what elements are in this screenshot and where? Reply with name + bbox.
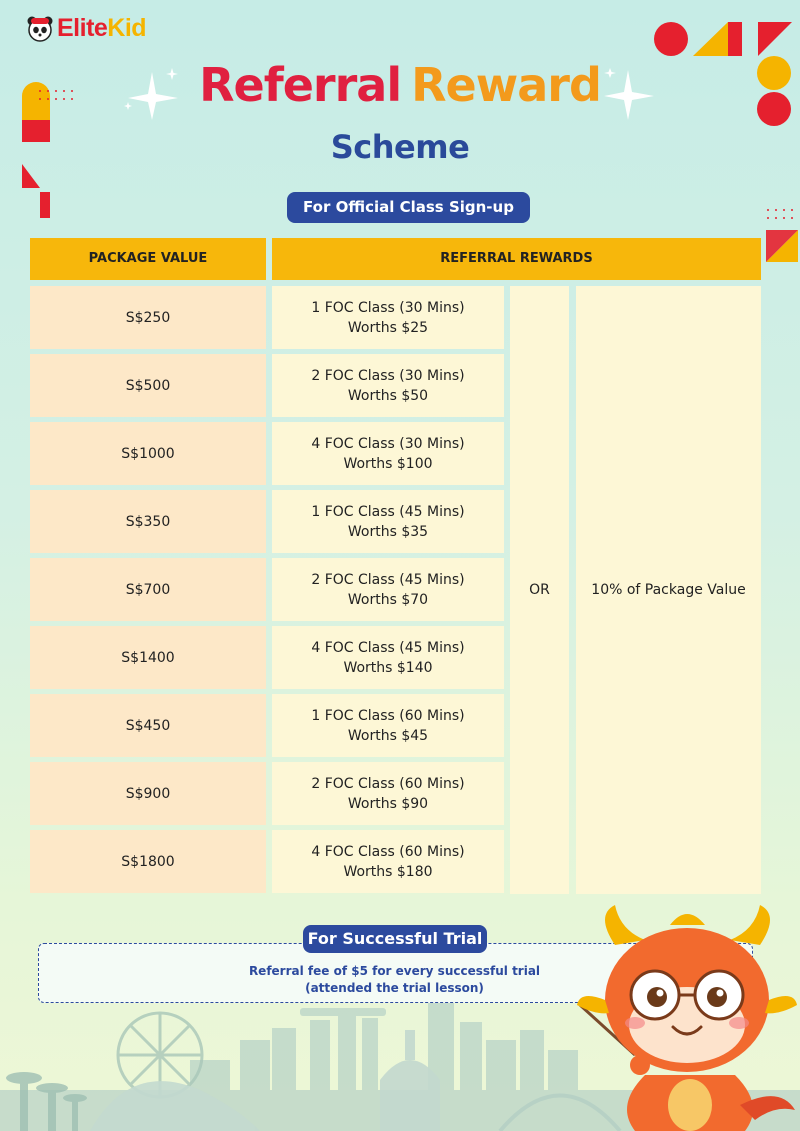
- reward-cell: 1 FOC Class (60 Mins) Worths $45: [272, 694, 504, 757]
- package-value-cell: S$350: [30, 490, 266, 553]
- reward-cell: 2 FOC Class (30 Mins) Worths $50: [272, 354, 504, 417]
- reward-cell: 1 FOC Class (30 Mins) Worths $25: [272, 286, 504, 349]
- package-value-cell: S$1800: [30, 830, 266, 893]
- header-referral-rewards: REFERRAL REWARDS: [272, 238, 761, 280]
- brand-name: EliteKid: [57, 14, 147, 42]
- panda-logo-icon: [26, 15, 54, 43]
- reward-cell: 2 FOC Class (60 Mins) Worths $90: [272, 762, 504, 825]
- geometric-decoration-right: [764, 206, 800, 262]
- brand-logo: [26, 14, 146, 43]
- reward-cell: 4 FOC Class (45 Mins) Worths $140: [272, 626, 504, 689]
- package-value-cell: S$900: [30, 762, 266, 825]
- package-value-cell: S$1000: [30, 422, 266, 485]
- package-value-cell: S$500: [30, 354, 266, 417]
- package-value-cell: S$450: [30, 694, 266, 757]
- section-label-trial: For Successful Trial: [303, 925, 487, 953]
- page-title: Referral Reward: [199, 58, 601, 112]
- reward-cell: 4 FOC Class (60 Mins) Worths $180: [272, 830, 504, 893]
- header-package-value: PACKAGE VALUE: [30, 238, 266, 280]
- package-value-cell: S$700: [30, 558, 266, 621]
- alternative-reward-cell: 10% of Package Value: [576, 286, 761, 894]
- trial-line-2: (attended the trial lesson): [305, 981, 484, 995]
- section-label-official: For Official Class Sign-up: [287, 192, 530, 223]
- trial-line-1: Referral fee of $5 for every successful trial: [248, 964, 541, 978]
- or-cell: OR: [510, 286, 569, 894]
- package-value-cell: S$1400: [30, 626, 266, 689]
- reward-cell: 1 FOC Class (45 Mins) Worths $35: [272, 490, 504, 553]
- reward-cell: 2 FOC Class (45 Mins) Worths $70: [272, 558, 504, 621]
- page-subtitle: Scheme: [330, 128, 470, 166]
- dragon-mascot: [575, 905, 800, 1131]
- package-value-cell: S$250: [30, 286, 266, 349]
- reward-cell: 4 FOC Class (30 Mins) Worths $100: [272, 422, 504, 485]
